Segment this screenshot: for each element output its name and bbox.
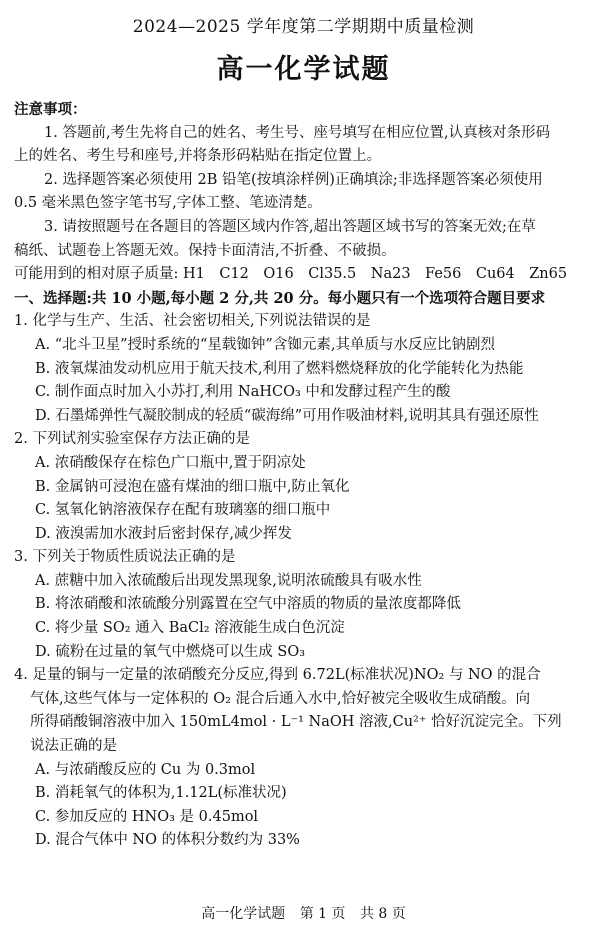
page-footer [0,903,607,923]
question-stem: 所得硝酸铜溶液中加入 150mL4mol · L⁻¹ NaOH 溶液,Cu²⁺ 恰好沉淀完全。下列 [30,714,562,731]
option-c: C. 参加反应的 HNO₃ 是 0.45mol [35,808,259,825]
notice-line: 3. 请按照题号在各题目的答题区域内作答,超出答题区域书写的答案无效;在草 [44,218,536,235]
notice-line: 上的姓名、考生号和座号,并将条形码粘贴在指定位置上。 [14,148,382,165]
atomic-masses: 可能用到的相对原子质量: H1 C12 O16 Cl35.5 Na23 Fe56 Cu64 Zn65 [14,266,568,283]
option-d: D. 硫粉在过量的氧气中燃烧可以生成 SO₃ [35,643,306,660]
question-3 [14,546,593,664]
option-a: A. 与浓硝酸反应的 Cu 为 0.3mol [35,761,256,778]
question-stem: 说法正确的是 [30,738,117,755]
notice-line: 稿纸、试题卷上答题无效。保持卡面清洁,不折叠、不破损。 [14,242,396,259]
question-2 [14,428,593,546]
notice-section [14,98,593,287]
footer-total-pages: 共 8 页 [359,906,406,922]
footer-subject: 高一化学试题 [201,906,286,922]
option-a: A. 蔗糖中加入浓硫酸后出现发黑现象,说明浓硫酸具有吸水性 [35,572,422,589]
option-b: B. 将浓硝酸和浓硫酸分别露置在空气中溶质的物质的量浓度都降低 [35,596,461,613]
option-d: D. 混合气体中 NO 的体积分数约为 33% [35,832,300,849]
question-stem: 4. 足量的铜与一定量的浓硝酸充分反应,得到 6.72L(标准状况)NO₂ 与 NO 的混合 [14,667,541,684]
option-c: C. 氢氧化钠溶液保存在配有玻璃塞的细口瓶中 [35,502,331,519]
option-c: C. 将少量 SO₂ 通入 BaCl₂ 溶液能生成白色沉淀 [35,620,345,637]
option-b: B. 金属钠可浸泡在盛有煤油的细口瓶中,防止氧化 [35,478,350,495]
section-heading: 一、选择题:共 10 小题,每小题 2 分,共 20 分。每小题只有一个选项符合题目要求 [14,289,546,307]
option-d: D. 石墨烯弹性气凝胶制成的轻质“碳海绵”可用作吸油材料,说明其具有强还原性 [35,407,539,424]
question-stem: 3. 下列关于物质性质说法正确的是 [14,549,236,566]
question-4 [14,664,593,853]
option-b: B. 消耗氧气的体积为,1.12L(标准状况) [35,785,287,802]
notice-heading: 注意事项： [14,101,87,118]
question-stem: 2. 下列试剂实验室保存方法正确的是 [14,431,250,448]
option-a: A. “北斗卫星”授时系统的“星载铷钟”含铷元素,其单质与水反应比钠剧烈 [35,336,495,353]
question-1 [14,310,593,428]
option-c: C. 制作面点时加入小苏打,利用 NaHCO₃ 中和发酵过程产生的酸 [35,384,451,401]
option-d: D. 液溴需加水液封后密封保存,减少挥发 [35,525,292,542]
exam-year-line: 2024—2025 学年度第二学期期中质量检测 [132,17,475,37]
option-b: B. 液氧煤油发动机应用于航天技术,利用了燃料燃烧释放的化学能转化为热能 [35,360,524,377]
notice-line: 1. 答题前,考生先将自己的姓名、考生号、座号填写在相应位置,认真核对条形码 [44,124,551,141]
notice-line: 0.5 毫米黑色签字笔书写,字体工整、笔迹清楚。 [14,195,322,212]
question-stem: 气体,这些气体与一定体积的 O₂ 混合后通入水中,恰好被完全吸收生成硝酸。向 [30,690,531,707]
footer-page-number: 第 1 页 [299,906,346,922]
question-stem: 1. 化学与生产、生活、社会密切相关,下列说法错误的是 [14,313,371,330]
notice-line: 2. 选择题答案必须使用 2B 铅笔(按填涂样例)正确填涂;非选择题答案必须使用 [44,171,543,188]
exam-title: 高一化学试题 [216,54,391,85]
option-a: A. 浓硝酸保存在棕色广口瓶中,置于阴凉处 [35,454,306,471]
